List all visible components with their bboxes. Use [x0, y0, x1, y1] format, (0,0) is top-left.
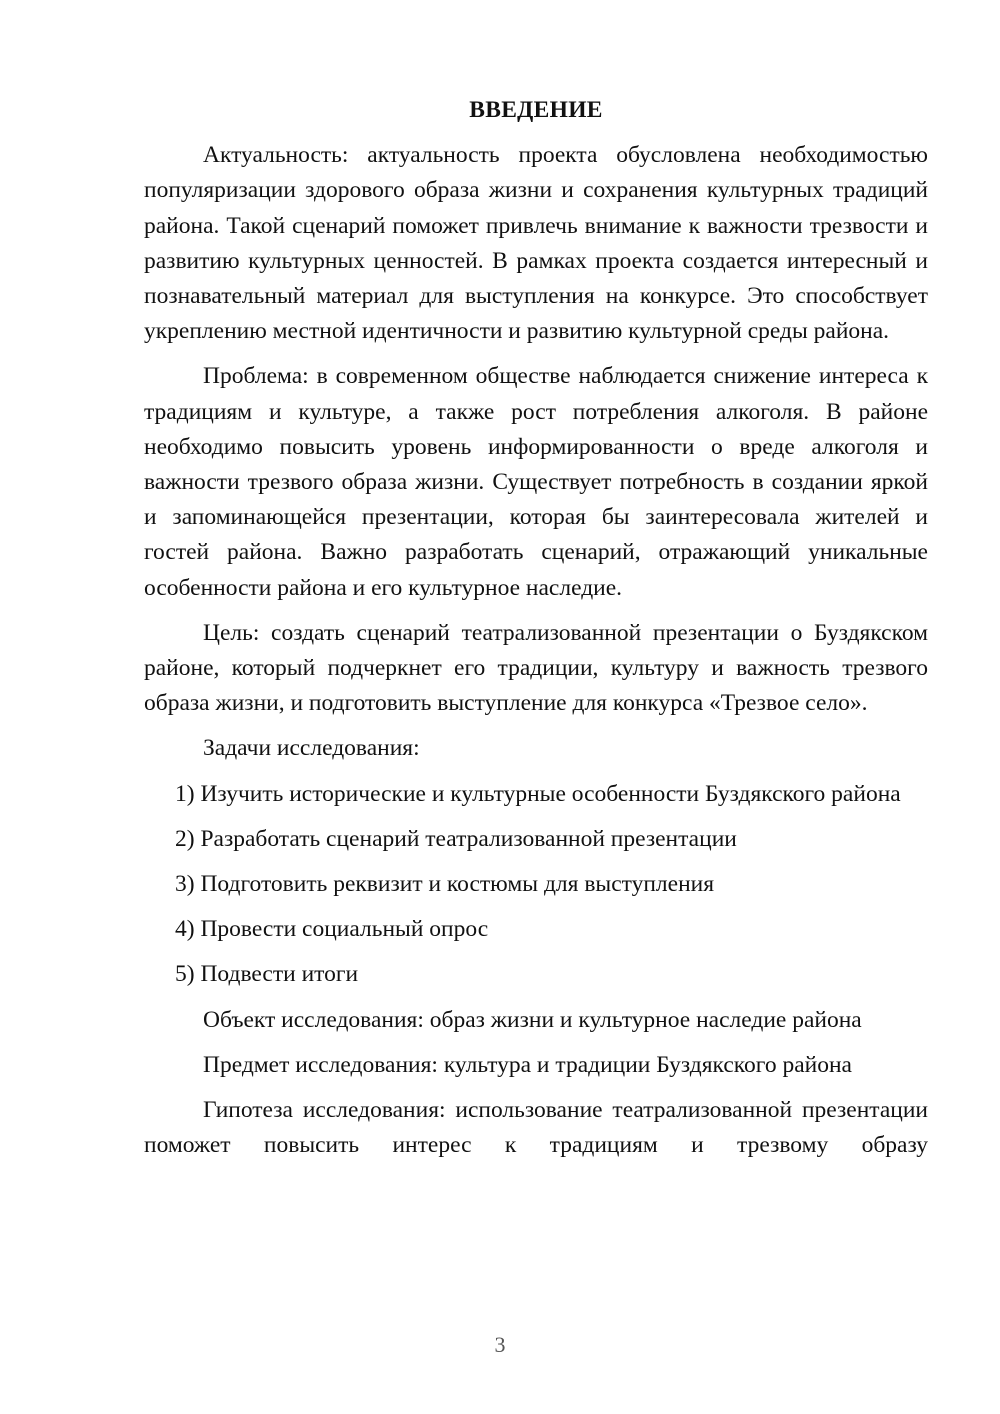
- goal-paragraph: Цель: создать сценарий театрализованной презентации о Буздякском районе, который подчеркнет его традиции, культуру и важность трезвого образа жизни, и подготовить выступление для конкурса «Трезвое село».: [144, 619, 928, 717]
- page-number: 3: [494, 1332, 506, 1357]
- subject-paragraph: Предмет исследования: культура и традиции Буздякского района: [203, 1051, 852, 1078]
- problem-paragraph: Проблема: в современном обществе наблюдается снижение интереса к традициям и культуре, а также рост потребления алкоголя. В районе необходимо повысить уровень информированности о вреде алкоголя и важности трезвого образа жизни. Существует потребность в создании яркой и запоминающейся презентации, которая бы заинтересовала жителей и гостей района. Важно разработать сценарий, отражающий уникальные особенности района и его культурное наследие.: [144, 363, 928, 601]
- hypothesis-paragraph: Гипотеза исследования: использование театрализованной презентации поможет повысить интерес к традициям и трезвому образу: [144, 1097, 928, 1159]
- task-item: 2) Разработать сценарий театрализованной презентации: [175, 825, 737, 852]
- relevance-paragraph: Актуальность: актуальность проекта обусловлена необходимостью популяризации здорового образа жизни и сохранения культурных традиций района. Такой сценарий поможет привлечь внимание к важности трезвости и развитию культурных ценностей. В рамках проекта создается интересный и познавательный материал для выступления на конкурсе. Это способствует укреплению местной идентичности и развитию культурной среды района.: [144, 142, 928, 345]
- tasks-title: Задачи исследования:: [203, 735, 420, 762]
- task-item: 5) Подвести итоги: [175, 961, 359, 988]
- section-heading: ВВЕДЕНИЕ: [469, 97, 603, 123]
- task-item: 1) Изучить исторические и культурные особенности Буздякского района: [175, 780, 901, 807]
- task-item: 3) Подготовить реквизит и костюмы для выступления: [175, 871, 715, 898]
- task-item: 4) Провести социальный опрос: [175, 916, 489, 943]
- page-content: [144, 93, 928, 1173]
- object-paragraph: Объект исследования: образ жизни и культурное наследие района: [203, 1006, 862, 1033]
